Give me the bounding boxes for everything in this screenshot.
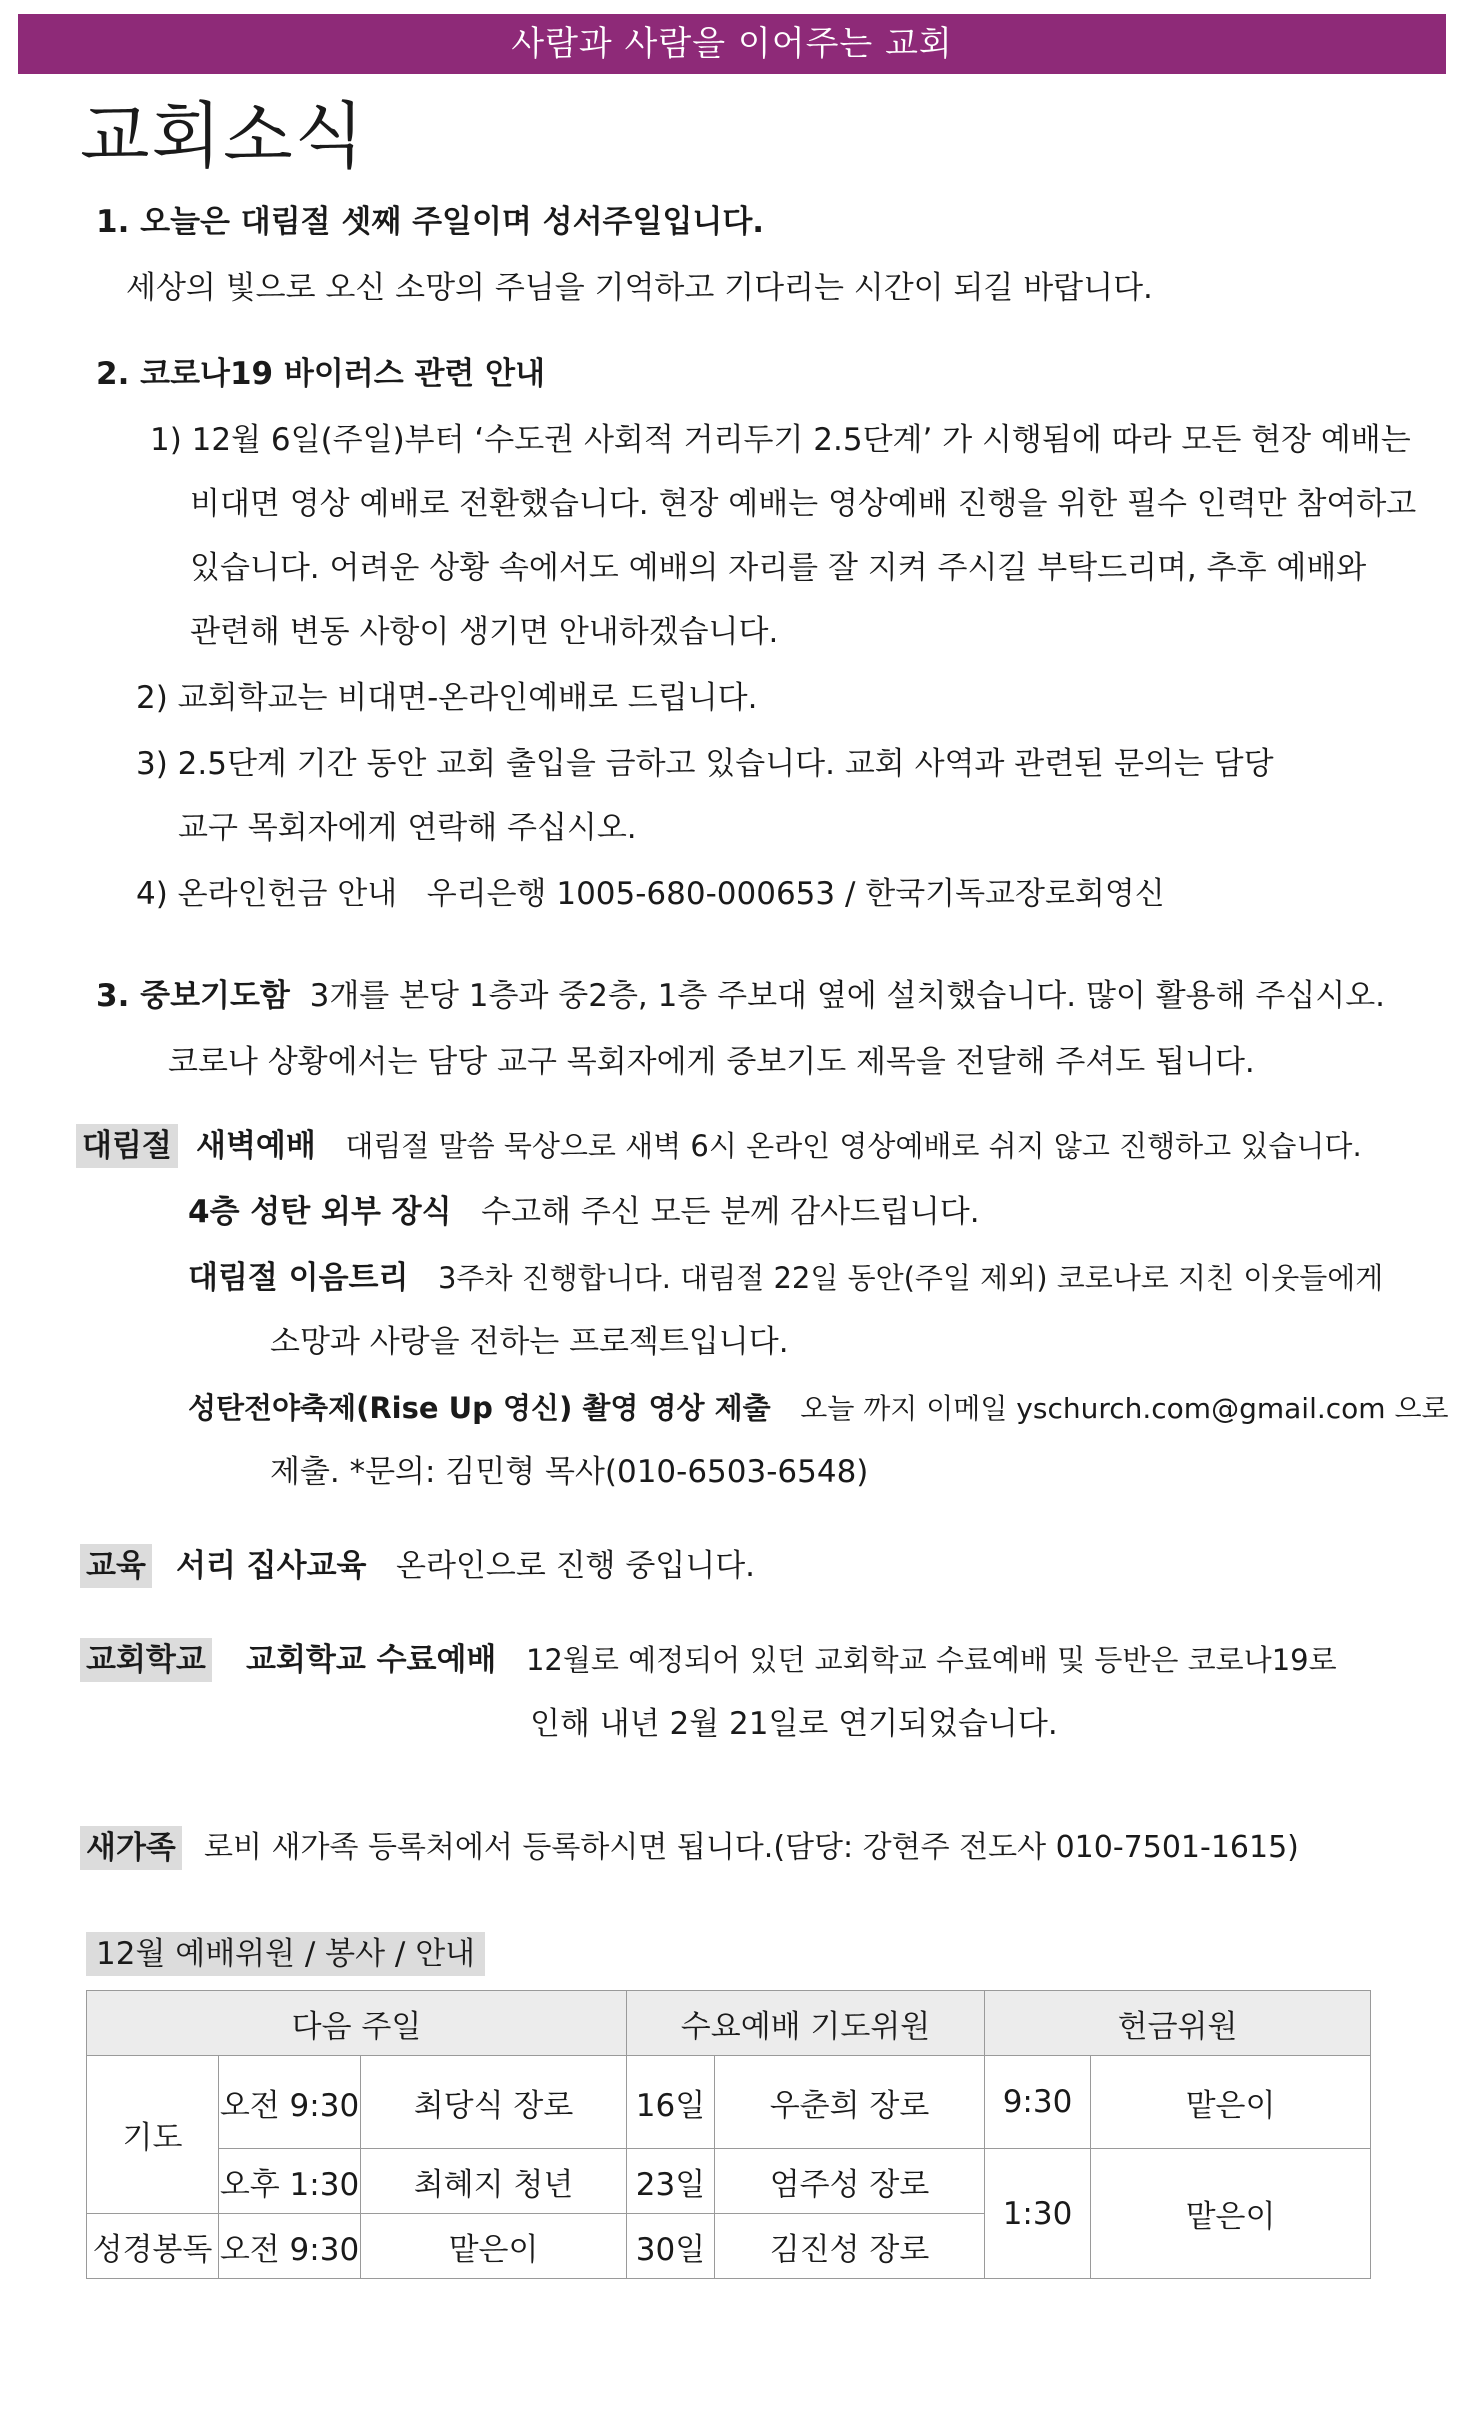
deco-title: 4층 성탄 외부 장식 xyxy=(188,1194,452,1230)
item2-s1-line4: 관련해 변동 사항이 생기면 안내하겠습니다. xyxy=(190,614,779,650)
item2-s3-line1: 3) 2.5단계 기간 동안 교회 출입을 금하고 있습니다. 교회 사역과 관련된 문의는 담당 xyxy=(136,746,1274,782)
dawn-text: 대림절 말씀 묵상으로 새벽 6시 온라인 영상예배로 쉬지 않고 진행하고 있습니다. xyxy=(345,1129,1362,1163)
advent-tag: 대림절 xyxy=(76,1124,178,1168)
wednesday-name: 엄주성 장로 xyxy=(715,2149,985,2214)
item3-line1: 3개를 본당 1층과 중2층, 1층 주보대 옆에 설치했습니다. 많이 활용해 주십시오. xyxy=(309,978,1386,1014)
offering-time: 1:30 xyxy=(985,2149,1091,2279)
dawn-title: 새벽예배 xyxy=(196,1128,316,1164)
edu-tag: 교육 xyxy=(80,1544,152,1588)
eve-title: 성탄전야축제(Rise Up 영신) 촬영 영상 제출 xyxy=(188,1391,771,1425)
family-tag: 새가족 xyxy=(80,1826,182,1870)
offering-name: 맡은이 xyxy=(1091,2056,1371,2149)
school-tag: 교회학교 xyxy=(80,1638,212,1682)
item2-s3-line2: 교구 목회자에게 연락해 주십시오. xyxy=(178,810,637,846)
tree-text2: 소망과 사랑을 전하는 프로젝트입니다. xyxy=(270,1324,789,1360)
sunday-name: 맡은이 xyxy=(361,2214,627,2279)
school-text2: 인해 내년 2월 21일로 연기되었습니다. xyxy=(530,1706,1058,1742)
tree-title: 대림절 이음트리 xyxy=(188,1260,409,1296)
item2-s1-line2: 비대면 영상 예배로 전환했습니다. 현장 예배는 영상예배 진행을 위한 필수 인력만 참여하고 xyxy=(190,486,1417,522)
edu-title: 서리 집사교육 xyxy=(176,1548,367,1584)
header-offering: 헌금위원 xyxy=(985,1991,1371,2056)
schedule-title: 12월 예배위원 / 봉사 / 안내 xyxy=(86,1932,485,1976)
wednesday-day: 30일 xyxy=(627,2214,715,2279)
wednesday-day: 23일 xyxy=(627,2149,715,2214)
header-sunday: 다음 주일 xyxy=(87,1991,627,2056)
item3-line2: 코로나 상황에서는 담당 교구 목회자에게 중보기도 제목을 전달해 주셔도 됩니다. xyxy=(168,1044,1255,1080)
sunday-name: 최당식 장로 xyxy=(361,2056,627,2149)
sunday-name: 최혜지 청년 xyxy=(361,2149,627,2214)
family-text: 로비 새가족 등록처에서 등록하시면 됩니다.(담당: 강현주 전도사 010-7501-1615) xyxy=(204,1830,1299,1865)
deco-text: 수고해 주신 모든 분께 감사드립니다. xyxy=(481,1194,980,1230)
prayer-label: 기도 xyxy=(87,2056,219,2214)
tree-text1: 3주차 진행합니다. 대림절 22일 동안(주일 제외) 코로나로 지친 이웃들에게 xyxy=(437,1261,1384,1295)
offering-time: 9:30 xyxy=(985,2056,1091,2149)
school-title: 교회학교 수료예배 xyxy=(246,1642,497,1678)
header-banner: 사람과 사람을 이어주는 교회 xyxy=(18,14,1446,74)
wednesday-name: 김진성 장로 xyxy=(715,2214,985,2279)
item2-s2: 2) 교회학교는 비대면-온라인예배로 드립니다. xyxy=(136,680,758,716)
eve-text2: 제출. *문의: 김민형 목사(010-6503-6548) xyxy=(270,1454,869,1490)
item2-s1-line1: 1) 12월 6일(주일)부터 ‘수도권 사회적 거리두기 2.5단계’ 가 시행됨에 따라 모든 현장 예배는 xyxy=(150,422,1411,458)
item1-heading: 1. 오늘은 대림절 셋째 주일이며 성서주일입니다. xyxy=(96,204,765,240)
wednesday-day: 16일 xyxy=(627,2056,715,2149)
item2-s4: 4) 온라인헌금 안내 우리은행 1005-680-000653 / 한국기독교장로회영신 xyxy=(136,876,1165,912)
wednesday-name: 우춘희 장로 xyxy=(715,2056,985,2149)
eve-text1: 오늘 까지 이메일 yschurch.com@gmail.com 으로 xyxy=(800,1392,1449,1425)
page-title: 교회소식 xyxy=(80,94,367,178)
edu-text: 온라인으로 진행 중입니다. xyxy=(396,1548,755,1584)
sunday-time: 오전 9:30 xyxy=(219,2056,361,2149)
item3-heading: 3. 중보기도함 xyxy=(96,978,290,1014)
item2-heading: 2. 코로나19 바이러스 관련 안내 xyxy=(96,356,546,392)
school-text1: 12월로 예정되어 있던 교회학교 수료예배 및 등반은 코로나19로 xyxy=(525,1643,1337,1677)
offering-name: 맡은이 xyxy=(1091,2149,1371,2279)
reading-label: 성경봉독 xyxy=(87,2214,219,2279)
item1-text: 세상의 빛으로 오신 소망의 주님을 기억하고 기다리는 시간이 되길 바랍니다. xyxy=(126,270,1153,306)
header-wednesday: 수요예배 기도위원 xyxy=(627,1991,985,2056)
sunday-time: 오전 9:30 xyxy=(219,2214,361,2279)
schedule-table xyxy=(86,1990,1371,2279)
item2-s1-line3: 있습니다. 어려운 상황 속에서도 예배의 자리를 잘 지켜 주시길 부탁드리며, 추후 예배와 xyxy=(190,550,1367,586)
sunday-time: 오후 1:30 xyxy=(219,2149,361,2214)
